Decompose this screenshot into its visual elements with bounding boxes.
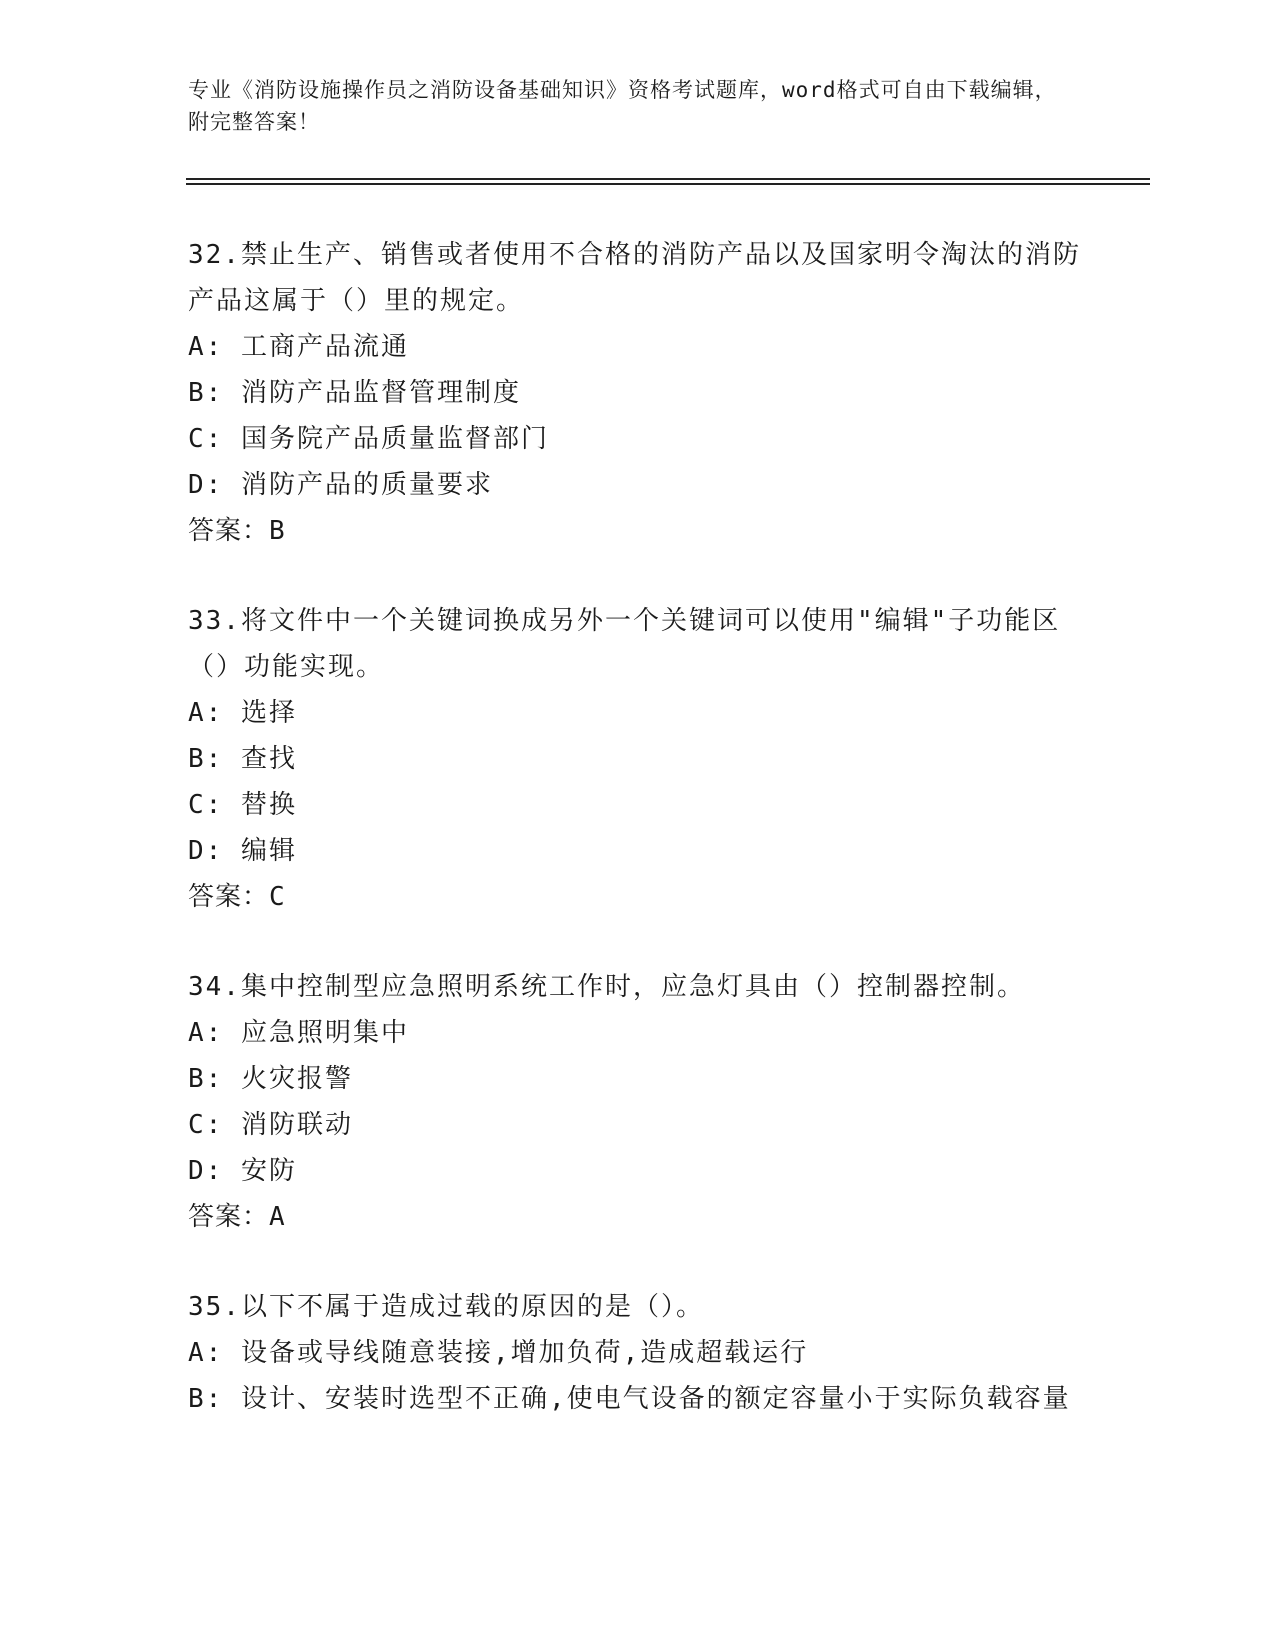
- question-list: [188, 232, 1088, 1466]
- option-a: A: 应急照明集中: [188, 1018, 409, 1048]
- answer-label: 答案：: [188, 516, 270, 546]
- question-stem: 35.以下不属于造成过载的原因的是（）。: [188, 1292, 704, 1322]
- question-33: [188, 598, 1088, 920]
- answer-line: [188, 1194, 1088, 1240]
- document-header: [188, 74, 1068, 138]
- option-b: B: 设计、安装时选型不正确,使电气设备的额定容量小于实际负载容量: [188, 1384, 1071, 1414]
- option-b: B: 查找: [188, 744, 297, 774]
- question-32: [188, 232, 1088, 554]
- header-text: 专业《消防设施操作员之消防设备基础知识》资格考试题库，word格式可自由下载编辑，附完整答案！: [188, 78, 1057, 134]
- answer-value: C: [269, 882, 286, 912]
- question-stem: 32.禁止生产、销售或者使用不合格的消防产品以及国家明令淘汰的消防产品这属于（）里的规定。: [188, 240, 1081, 316]
- option-d: D: 编辑: [188, 836, 297, 866]
- option-c: C: 国务院产品质量监督部门: [188, 424, 549, 454]
- header-divider-bottom: [186, 183, 1150, 185]
- answer-value: B: [269, 516, 286, 546]
- question-stem: 34.集中控制型应急照明系统工作时，应急灯具由（）控制器控制。: [188, 972, 1025, 1002]
- answer-label: 答案：: [188, 882, 270, 912]
- option-a: A: 设备或导线随意装接,增加负荷,造成超载运行: [188, 1338, 809, 1368]
- question-stem: 33.将文件中一个关键词换成另外一个关键词可以使用"编辑"子功能区（）功能实现。: [188, 606, 1061, 682]
- option-c: C: 消防联动: [188, 1110, 353, 1140]
- option-b: B: 火灾报警: [188, 1064, 353, 1094]
- option-b: B: 消防产品监督管理制度: [188, 378, 521, 408]
- option-a: A: 选择: [188, 698, 297, 728]
- answer-value: A: [269, 1202, 286, 1232]
- answer-line: [188, 874, 1088, 920]
- option-d: D: 安防: [188, 1156, 297, 1186]
- answer-line: [188, 508, 1088, 554]
- question-34: [188, 964, 1088, 1240]
- answer-label: 答案：: [188, 1202, 270, 1232]
- header-divider-top: [186, 178, 1150, 180]
- question-35: [188, 1284, 1088, 1422]
- option-c: C: 替换: [188, 790, 297, 820]
- option-d: D: 消防产品的质量要求: [188, 470, 493, 500]
- option-a: A: 工商产品流通: [188, 332, 409, 362]
